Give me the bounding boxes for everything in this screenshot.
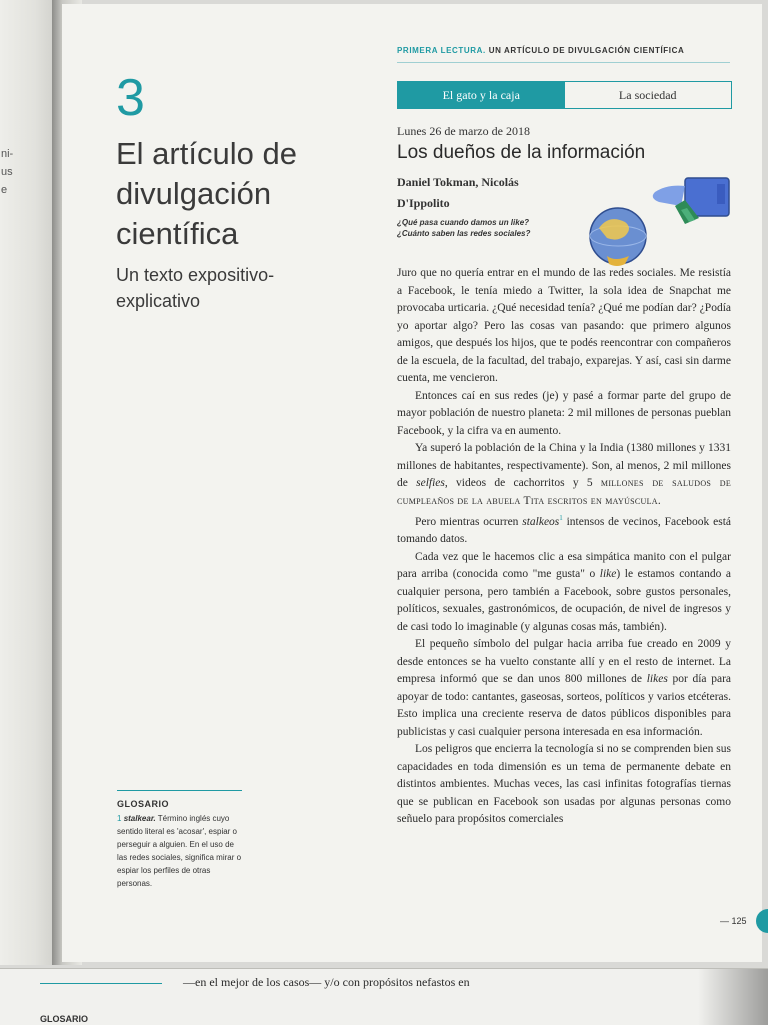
paragraph-3 <box>397 440 731 510</box>
next-page-text: —en el mejor de los casos— y/o con propósitos nefastos en <box>183 975 470 989</box>
chapter-title: El artículo de divulgación científica <box>116 136 297 251</box>
term-likes: likes <box>646 673 668 686</box>
page-number: — 125 <box>720 916 747 926</box>
paragraph-6-text: por día para apoyar de todo: cantantes, gaseosas, sorteos, políticos y varios etcéteras. Esto implica una creciente reserva de datos públicos disponibles para publicistas y casi cualquier persona interesada en esa información. <box>397 673 732 738</box>
article-illustration <box>577 176 733 272</box>
tab-la-sociedad: La sociedad <box>565 82 732 108</box>
paragraph-5 <box>397 549 731 637</box>
glossary-box <box>117 790 242 890</box>
next-page-shadow <box>698 969 768 1025</box>
next-page-divider <box>40 983 162 984</box>
glossary-entry-term: stalkear. <box>123 814 156 823</box>
question-1: ¿Qué pasa cuando damos un like? <box>397 218 530 227</box>
paragraph-2: Entonces caí en sus redes (je) y pasé a formar parte del grupo de mayor población de nuestro planeta: 2 mil millones de personas pueblan Facebook, y la cifra va en aumento. <box>397 389 731 437</box>
article-date: Lunes 26 de marzo de 2018 <box>397 124 530 138</box>
paragraph-3-text: , videos de cachorritos y 5 <box>444 477 601 489</box>
section-topic: UN ARTÍCULO DE DIVULGACIÓN CIENTÍFICA <box>488 46 685 55</box>
next-page-glossary: GLOSARIO <box>40 1014 89 1024</box>
term-like: like <box>599 568 617 581</box>
glossary-title: GLOSARIO <box>117 799 170 809</box>
page-tab-marker <box>756 909 768 933</box>
paragraph-5-text: ) le estamos contando a cualquier persona, pero también a Facebook, sobre gustos personales, políticos, sexuales, gastronómicos, de ocupación, de nivel de ingresos y de casi todo lo imaginable (y algunas cosas más, también). <box>397 568 732 633</box>
left-page-fragment: us <box>1 166 13 178</box>
article-title: Los dueños de la información <box>397 142 646 163</box>
article-authors: Daniel Tokman, Nicolás D'Ippolito <box>397 175 519 210</box>
paragraph-4-text: intensos de vecinos, Facebook está tomando datos. <box>397 515 731 546</box>
paragraph-3-smallcaps: millones de saludos de cumpleaños de la abuela Tita escritos en mayúscula. <box>397 477 732 507</box>
tab-el-gato-y-la-caja: El gato y la caja <box>398 82 565 108</box>
glossary-entry-number: 1 <box>117 814 122 823</box>
blue-sleeve-hand-icon <box>653 178 729 224</box>
glossary-entry <box>117 812 242 890</box>
paragraph-6-text: El pequeño símbolo del pulgar hacia arriba fue creado en 2009 y desde entonces se ha vuelto constante allí y en el resto de internet. La empresa informó que se dan unos 800 millones de <box>397 638 731 686</box>
source-tabs <box>397 81 732 109</box>
chapter-subtitle: Un texto expositivo-explicativo <box>116 265 275 311</box>
paragraph-3-text: Ya superó la población de la China y la India (1380 millones y 1331 millones de habitantes, respectivamente). Son, al menos, 2 mil millones de <box>397 442 731 489</box>
left-page-edge <box>0 0 58 965</box>
paragraph-6 <box>397 636 731 741</box>
page-125 <box>62 4 762 962</box>
section-label: PRIMERA LECTURA. <box>397 46 486 55</box>
left-page-fragment: e <box>1 184 8 196</box>
paragraph-4-text: Pero mientras ocurren <box>415 515 523 528</box>
term-stalkeos: stalkeos <box>522 515 560 528</box>
paragraph-5-text: Cada vez que le hacemos clic a esa simpática manito con el pulgar para arriba (conocida como "me gusta" o <box>397 550 731 581</box>
paragraph-1: Juro que no quería entrar en el mundo de las redes sociales. Me resistía a Facebook, le tenía miedo a Twitter, la sola idea de Snapchat me provocaba urticaria. ¿Qué necesidad tenía? ¿Qué me podían dar? ¿Podía yo aportar algo? Pero las cosas van pasando: que primero algunos amigos, que después los hijos, que te podés reencontrar con compañeros de la escuela, de la facultad, del trabajo, exparejas. Y así, casi sin darme cuenta, me vencieron. <box>397 267 731 384</box>
article-questions <box>397 217 557 239</box>
section-header <box>397 46 684 55</box>
footnote-marker: 1 <box>559 514 563 522</box>
chapter-number: 3 <box>116 69 145 127</box>
next-page-preview <box>0 968 768 1025</box>
glossary-entry-text: Término inglés cuyo sentido literal es 'acosar', espiar o perseguir a alguien. En el uso de las redes sociales, significa mirar o espiar los perfiles de otras personas. <box>117 814 242 888</box>
header-divider <box>397 62 730 63</box>
left-page-fragment: ni- <box>1 148 14 160</box>
question-2: ¿Cuánto saben las redes sociales? <box>397 229 531 238</box>
paragraph-4 <box>397 510 731 549</box>
term-selfies: selfies <box>416 477 445 489</box>
article-body <box>397 265 731 829</box>
paragraph-7: Los peligros que encierra la tecnología si no se comprenden bien sus capacidades en toda dimensión es un tema de permanente debate en distintos ambientes. Muchas veces, las casi infinitas fotografías tiernas que se publican en Facebook son usadas por algunas personas como señuelo para propósitos comerciales <box>397 743 731 826</box>
globe-like-icon <box>590 208 646 266</box>
